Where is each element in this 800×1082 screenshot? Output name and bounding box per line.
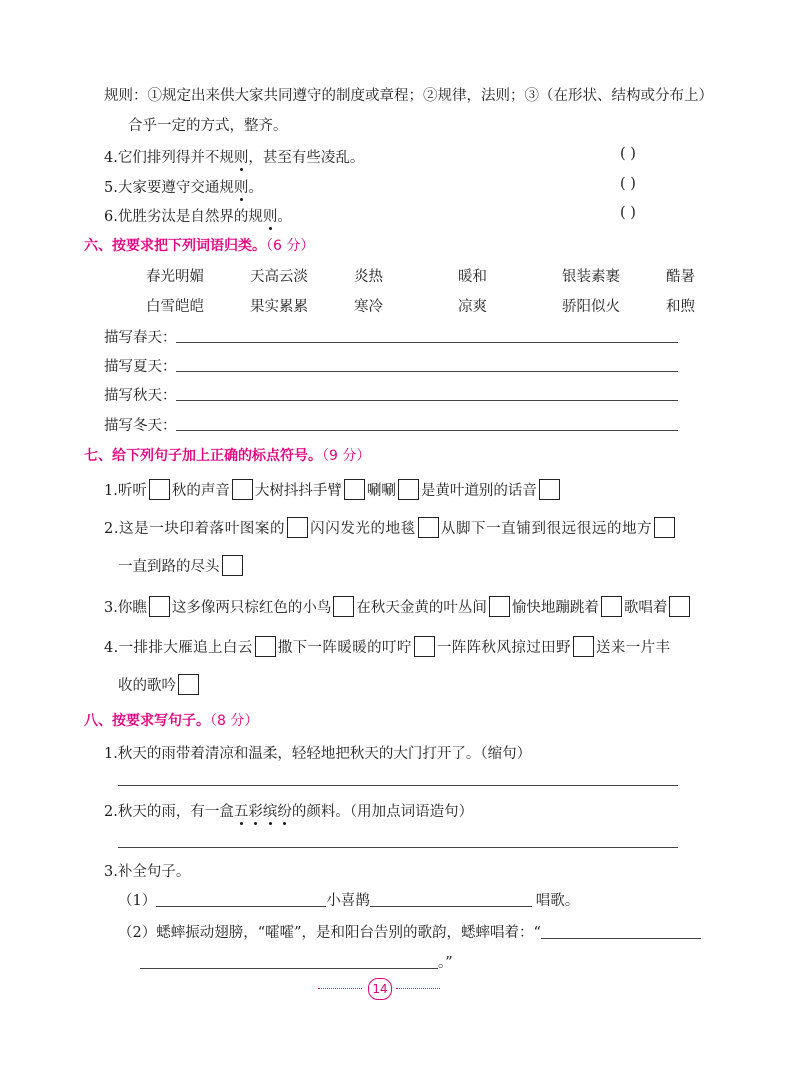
- question-3-2: （2）蟋蟀振动翅膀，“嚯嚯”，是和阳台告别的歌韵，蟋蟀唱着：“: [118, 921, 701, 942]
- punct-box[interactable]: [654, 517, 675, 538]
- footer-rule-right: [396, 988, 440, 989]
- punct-box[interactable]: [539, 479, 560, 500]
- answer-paren-4[interactable]: ( ): [620, 146, 636, 162]
- sentence-4b: 收的歌吟: [118, 672, 201, 696]
- answer-line-q1[interactable]: [118, 785, 678, 786]
- word: 白雪皑皑: [146, 299, 204, 315]
- label-spring: 描写春天：: [104, 330, 177, 346]
- judge-item-4: 4.它们排列得并不规则，甚至有些凌乱。: [104, 146, 364, 167]
- answer-paren-6[interactable]: ( ): [620, 205, 636, 221]
- punct-box[interactable]: [418, 517, 439, 538]
- punct-box[interactable]: [222, 555, 243, 576]
- blank-q3-1-b[interactable]: [370, 892, 532, 907]
- punct-box[interactable]: [489, 596, 510, 617]
- punct-box[interactable]: [178, 674, 199, 695]
- punct-box[interactable]: [255, 636, 276, 657]
- punct-box[interactable]: [669, 596, 690, 617]
- punct-box[interactable]: [414, 636, 435, 657]
- label-autumn: 描写秋天：: [104, 388, 177, 404]
- section-8-heading: 八、按要求写句子。（8 分）: [84, 713, 259, 729]
- word: 暖和: [458, 269, 487, 285]
- definition-line-2: 合乎一定的方式，整齐。: [128, 118, 288, 134]
- word: 和煦: [666, 299, 695, 315]
- word: 银装素裹: [562, 269, 620, 285]
- sentence-3: 3.你瞧 这多像两只棕红色的小鸟 在秋天金黄的叶丛间 愉快地蹦跳着 歌唱着: [104, 594, 692, 618]
- answer-paren-5[interactable]: ( ): [620, 176, 636, 192]
- definition-line-1: 规则：①规定出来供大家共同遵守的制度或章程；②规律，法则；③（在形状、结构或分布上）: [104, 88, 713, 104]
- punct-box[interactable]: [601, 596, 622, 617]
- sentence-2b: 一直到路的尽头: [118, 553, 245, 577]
- sentence-4a: 4.一排排大雁追上白云 撒下一阵暖暖的叮咛 一阵阵秋风掠过田野 送来一片丰: [104, 634, 670, 658]
- answer-line-winter[interactable]: [176, 430, 678, 431]
- punct-box[interactable]: [149, 596, 170, 617]
- answer-line-summer[interactable]: [176, 371, 678, 372]
- word: 果实累累: [250, 299, 308, 315]
- word: 寒冷: [354, 299, 383, 315]
- page-number: 14: [368, 978, 392, 1000]
- question-3: 3.补全句子。: [104, 864, 191, 880]
- answer-line-autumn[interactable]: [176, 400, 678, 401]
- section-7-heading: 七、给下列句子加上正确的标点符号。（9 分）: [84, 448, 371, 464]
- label-winter: 描写冬天：: [104, 418, 177, 434]
- word: 春光明媚: [146, 269, 204, 285]
- question-1: 1.秋天的雨带着清凉和温柔，轻轻地把秋天的大门打开了。（缩句）: [104, 746, 532, 762]
- word: 凉爽: [458, 299, 487, 315]
- word: 炎热: [354, 269, 383, 285]
- question-3-1: （1） 小喜鹊 唱歌。: [118, 893, 580, 909]
- label-summer: 描写夏天：: [104, 359, 177, 375]
- punct-box[interactable]: [344, 479, 365, 500]
- punct-box[interactable]: [287, 517, 308, 538]
- question-3-2-continued: 。”: [140, 951, 453, 972]
- blank-q3-2-a[interactable]: [541, 924, 701, 939]
- blank-q3-1-a[interactable]: [156, 892, 326, 907]
- question-2: 2.秋天的雨，有一盒五彩缤纷的颜料。（用加点词语造句）: [104, 800, 473, 821]
- punct-box[interactable]: [573, 636, 594, 657]
- punct-box[interactable]: [398, 479, 419, 500]
- punct-box[interactable]: [149, 479, 170, 500]
- section-6-heading: 六、按要求把下列词语归类。（6 分）: [84, 238, 315, 254]
- word-row-2: [146, 295, 770, 316]
- word: 天高云淡: [250, 269, 308, 285]
- judge-item-5: 5.大家要遵守交通规则。: [104, 176, 263, 197]
- judge-item-6: 6.优胜劣汰是自然界的规则。: [104, 205, 292, 226]
- word: 酷暑: [666, 269, 695, 285]
- word: 骄阳似火: [562, 299, 620, 315]
- blank-q3-2-b[interactable]: [140, 954, 438, 969]
- answer-line-q2[interactable]: [118, 847, 678, 848]
- answer-line-spring[interactable]: [176, 342, 678, 343]
- word-row-1: [146, 265, 770, 286]
- punct-box[interactable]: [333, 596, 354, 617]
- punct-box[interactable]: [232, 479, 253, 500]
- footer-rule-left: [318, 988, 362, 989]
- page-footer: [318, 978, 442, 1000]
- sentence-1: 1.听听 秋的声音 大树抖抖手臂 唰唰 是黄叶道别的话音: [104, 477, 562, 501]
- sentence-2a: 2.这是一块印着落叶图案的 闪闪发光的地毯 从脚下一直铺到很远很远的地方: [104, 515, 677, 539]
